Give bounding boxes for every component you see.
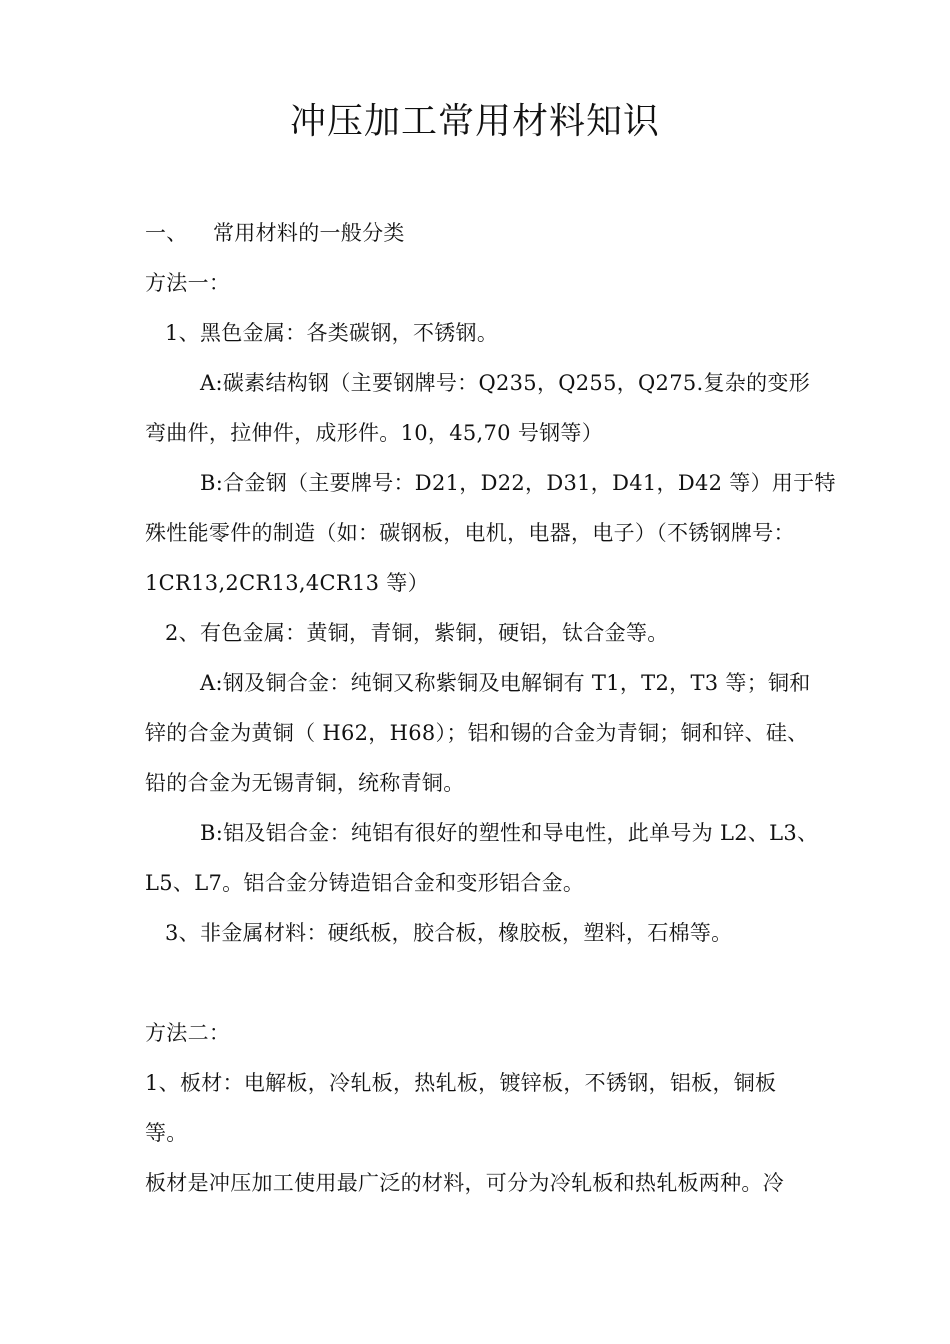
paragraph-line: 锌的合金为黄铜（ H62，H68）；铝和锡的合金为青铜；铜和锌、硅、	[145, 721, 809, 745]
paragraph-line: A:钢及铜合金：纯铜又称紫铜及电解铜有 T1，T2，T3 等；铜和	[200, 671, 811, 695]
paragraph-line: 弯曲件，拉伸件，成形件。10，45,70 号钢等）	[145, 421, 604, 445]
method-two-label: 方法二：	[145, 1021, 231, 1045]
document-title: 冲压加工常用材料知识	[289, 101, 660, 142]
paragraph-line: 铅的合金为无锡青铜，统称青铜。	[145, 771, 465, 795]
paragraph-line: 1、板材：电解板，冷轧板，热轧板，镀锌板，不锈钢，铝板，铜板	[145, 1071, 777, 1095]
category-nonmetal: 3、非金属材料：硬纸板，胶合板，橡胶板，塑料，石棉等。	[165, 921, 733, 945]
paragraph-line: B:合金钢（主要牌号：D21，D22，D31，D41，D42 等）用于特	[200, 471, 836, 495]
category-ferrous: 1、黑色金属：各类碳钢，不锈钢。	[165, 321, 499, 345]
section-heading	[145, 218, 815, 248]
paragraph-line: A:碳素结构钢（主要钢牌号：Q235，Q255，Q275.复杂的变形	[200, 371, 811, 395]
section-title: 常用材料的一般分类	[213, 221, 405, 245]
method-one-label: 方法一：	[145, 271, 231, 295]
category-nonferrous: 2、有色金属：黄铜，青铜，紫铜，硬铝，钛合金等。	[165, 621, 669, 645]
paragraph-line: 等。	[145, 1121, 188, 1145]
paragraph-line: 殊性能零件的制造（如：碳钢板，电机，电器，电子）（不锈钢牌号：	[145, 521, 795, 545]
section-number: 一、	[145, 221, 188, 245]
paragraph-line: 板材是冲压加工使用最广泛的材料，可分为冷轧板和热轧板两种。冷	[145, 1171, 784, 1195]
paragraph-line: L5、L7。铝合金分铸造铝合金和变形铝合金。	[145, 871, 585, 895]
paragraph-line: B:铝及铝合金：纯铝有很好的塑性和导电性，此单号为 L2、L3、	[200, 821, 819, 845]
paragraph-line: 1CR13,2CR13,4CR13 等）	[145, 571, 429, 595]
